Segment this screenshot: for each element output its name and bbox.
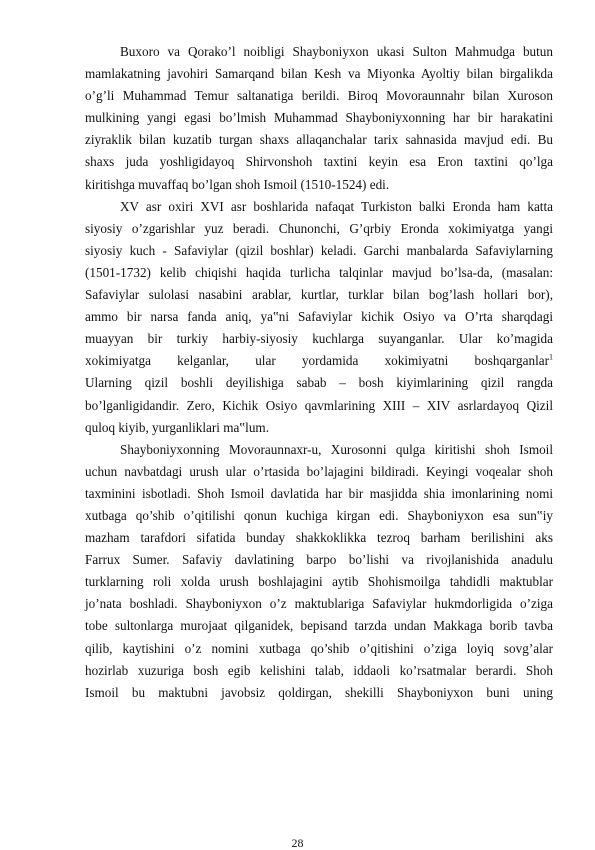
text-line: mazham tarafdori sifatida bunday shakkoklikka tezroq barham berilishini aks [85, 530, 553, 546]
paragraph-1 [85, 41, 553, 196]
text-line: turklarning roli xolda urush boshlajagini aytib Shohismoilga tahdidli maktublar [85, 574, 553, 590]
text-line: shaxs juda yoshligidayoq Shirvonshoh taxtini keyin esa Eron taxtini qo’lga [85, 154, 553, 170]
text-line: Buxoro va Qorako’l noibligi Shayboniyxon ukasi Sulton Mahmudga butun [120, 44, 553, 59]
text-line: ammo bir narsa fanda aniq, ya‟ni Safaviylar kichik Osiyo va O’rta sharqdagi [85, 309, 553, 325]
text-line: qilib, kaytishini o’z nomini xutbaga qo’shib o’qitishini o’ziga loyiq sovg’alar [85, 640, 553, 656]
text-line: xutbaga qo’shib o’qitilishi qonun kuchiga kirgan edi. Shayboniyxon esa sun‟iy [85, 507, 553, 523]
text-line: jo’nata boshladi. Shayboniyxon o’z maktublariga Safaviylar hukmdorligida o’ziga [85, 596, 553, 612]
text-line: taxminini isbotladi. Shoh Ismoil davlatida har bir masjidda shia imonlarining nomi [85, 485, 553, 501]
text-line: Farrux Sumer. Safaviy davlatining barpo bo’lishi va rivojlanishida anadulu [85, 552, 553, 568]
paragraph-2 [85, 196, 553, 439]
text-line: mamlakatning javohiri Samarqand bilan Kesh va Miyonka Ayoltiy bilan birgalikda [85, 66, 553, 82]
text-line: mulkining yangi egasi bo’lmish Muhammad Shayboniyxonning har bir harakatini [85, 110, 553, 126]
text-line: bo’lganligidandir. Zero, Kichik Osiyo qavmlarining XIII – XIV asrlardayoq Qizil [85, 397, 553, 413]
paragraph-3 [85, 439, 553, 704]
text-line: tobe sultonlarga murojaat qilganidek, bepisand tarzda undan Makkaga borib tavba [85, 618, 553, 634]
text-line: kiritishga muvaffaq bo’lgan shoh Ismoil (1510-1524) edi. [85, 176, 390, 192]
text-line: uchun navbatdagi urush ular o’rtasida bo’lajagini bildiradi. Keyingi voqealar shoh [85, 463, 553, 479]
text-line: quloq kiyib, yurganliklari ma‟lum. [85, 419, 269, 435]
page-number: 28 [291, 836, 304, 850]
text-line-with-footnote [85, 350, 553, 372]
text-line: xokimiyatga kelganlar, ular yordamida xokimiyatni boshqarganlar [85, 353, 549, 369]
text-line: Ularning qizil boshli deyilishiga sabab – bosh kiyimlarining qizil rangda [85, 375, 553, 391]
text-line: muayyan bir turkiy harbiy-siyosiy kuchlarga suyanganlar. Ular ko’magida [85, 331, 553, 347]
text-line: o’g’li Muhammad Temur saltanatiga berildi. Biroq Movoraunnahr bilan Xuroson [85, 88, 553, 104]
text-line: Shayboniyxonning Movoraunnaxr-u, Xurosonni qulga kiritishi shoh Ismoil [120, 441, 553, 457]
text-line: ziyraklik bilan kuzatib turgan shaxs allaqanchalar tarix sahnasida mavjud edi. Bu [85, 132, 553, 148]
document-page [85, 41, 553, 704]
footnote-reference: 1 [549, 352, 553, 362]
text-line: siyosiy kuch - Safaviylar (qizil boshlar) keladi. Garchi manbalarda Safaviylarning [85, 242, 553, 258]
text-line: Safaviylar sulolasi nasabini arablar, kurtlar, turklar bilan bog’lash hollari bor), [85, 287, 553, 303]
text-line: Ismoil bu maktubni javobsiz qoldirgan, shekilli Shayboniyxon buni uning [85, 684, 553, 700]
text-line: (1501-1732) kelib chiqishi haqida turlicha talqinlar mavjud bo’lsa-da, (masalan: [85, 264, 553, 280]
text-line: siyosiy o’zgarishlar yuz beradi. Chunonchi, G’qrbiy Eronda xokimiyatga yangi [85, 220, 553, 236]
text-line: hozirlab xuzuriga bosh egib kelishini talab, iddaoli ko’rsatmalar berardi. Shoh [85, 662, 553, 678]
text-line: XV asr oxiri XVI asr boshlarida nafaqat Turkiston balki Eronda ham katta [120, 198, 553, 214]
